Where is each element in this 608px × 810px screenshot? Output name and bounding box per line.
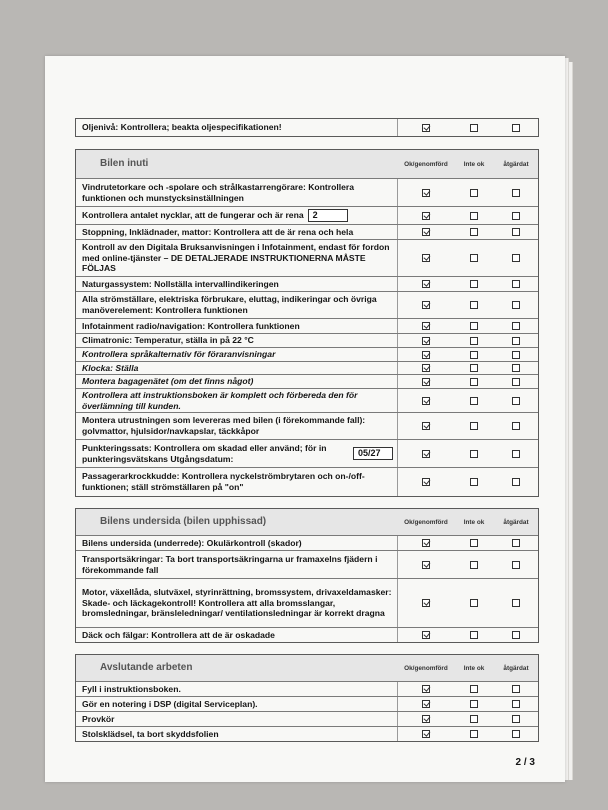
fixed-checkbox[interactable]	[494, 277, 538, 291]
checkbox-empty-icon	[470, 450, 478, 458]
fixed-checkbox[interactable]	[494, 207, 538, 224]
checkbox-empty-icon	[512, 730, 520, 738]
checkbox-empty-icon	[512, 212, 520, 220]
fixed-checkbox[interactable]	[494, 362, 538, 374]
checkbox-empty-icon	[470, 301, 478, 309]
section-title: Avslutande arbeten	[100, 661, 193, 673]
ok-checkbox[interactable]	[398, 712, 454, 726]
entry-field[interactable]: 05/27	[353, 447, 393, 460]
row-label: Naturgassystem: Nollställa intervallindikeringen	[82, 278, 279, 289]
row-label: Punkteringssats: Kontrollera om skadad eller använd; för in punkteringsvätskans Utgångsdatum:	[82, 442, 327, 464]
checkbox-empty-icon	[470, 364, 478, 372]
fixed-checkbox[interactable]	[494, 682, 538, 696]
checkbox-empty-icon	[470, 189, 478, 197]
row-label: Stoppning, Inklädnader, mattor: Kontrollera att de är rena och hela	[82, 226, 354, 237]
checkbox-checked-icon	[422, 351, 430, 359]
not-ok-checkbox[interactable]	[454, 389, 494, 412]
column-not-ok-header: Inte ok	[463, 664, 485, 672]
row-text	[76, 179, 398, 206]
checkbox-empty-icon	[512, 478, 520, 486]
checkbox-checked-icon	[422, 397, 430, 405]
table-row	[76, 276, 538, 291]
ok-checkbox[interactable]	[398, 119, 454, 136]
fixed-checkbox[interactable]	[494, 389, 538, 412]
not-ok-checkbox[interactable]	[454, 277, 494, 291]
fixed-checkbox[interactable]	[494, 536, 538, 550]
not-ok-checkbox[interactable]	[454, 468, 494, 496]
row-label: Vindrutetorkare och -spolare och strålkastarrengörare: Kontrollera funktionen och munstycksinställningen	[82, 181, 355, 203]
checkbox-empty-icon	[512, 378, 520, 386]
checkbox-empty-icon	[512, 337, 520, 345]
row-text	[76, 277, 398, 291]
fixed-checkbox[interactable]	[494, 413, 538, 439]
column-fixed-header: åtgärdat	[503, 518, 529, 526]
checkbox-empty-icon	[512, 539, 520, 547]
checkbox-empty-icon	[470, 422, 478, 430]
ok-checkbox[interactable]	[398, 319, 454, 333]
not-ok-checkbox[interactable]	[454, 334, 494, 347]
row-text	[76, 225, 398, 239]
table-row	[76, 578, 538, 627]
ok-checkbox[interactable]	[398, 375, 454, 388]
row-text	[76, 440, 398, 467]
checkbox-checked-icon	[422, 478, 430, 486]
section-title: Bilen inuti	[100, 157, 149, 169]
checkbox-empty-icon	[512, 254, 520, 262]
checkbox-empty-icon	[470, 685, 478, 693]
row-text	[76, 536, 398, 550]
not-ok-checkbox[interactable]	[454, 727, 494, 741]
checkbox-checked-icon	[422, 715, 430, 723]
table-row	[76, 291, 538, 318]
fixed-checkbox[interactable]	[494, 628, 538, 642]
checkbox-empty-icon	[512, 124, 520, 132]
checkbox-checked-icon	[422, 280, 430, 288]
table-row	[76, 627, 538, 642]
checkbox-empty-icon	[470, 254, 478, 262]
checkbox-checked-icon	[422, 539, 430, 547]
table-row	[76, 239, 538, 276]
ok-checkbox[interactable]	[398, 440, 454, 467]
checkbox-empty-icon	[470, 228, 478, 236]
fixed-checkbox[interactable]	[494, 579, 538, 627]
table-row	[76, 388, 538, 412]
ok-checkbox[interactable]	[398, 682, 454, 696]
row-text	[76, 712, 398, 726]
table-row	[76, 696, 538, 711]
row-text	[76, 207, 398, 224]
checkbox-empty-icon	[470, 322, 478, 330]
checkbox-empty-icon	[512, 561, 520, 569]
table-row	[76, 439, 538, 467]
row-text	[76, 697, 398, 711]
fixed-checkbox[interactable]	[494, 319, 538, 333]
checkbox-empty-icon	[470, 337, 478, 345]
fixed-checkbox[interactable]	[494, 551, 538, 578]
ok-checkbox[interactable]	[398, 179, 454, 206]
checkbox-checked-icon	[422, 700, 430, 708]
checkbox-empty-icon	[512, 228, 520, 236]
row-text	[76, 292, 398, 318]
row-label: Montera bagagenätet (om det finns något)	[82, 376, 254, 387]
ok-checkbox[interactable]	[398, 207, 454, 224]
ok-checkbox[interactable]	[398, 225, 454, 239]
row-text	[76, 468, 398, 496]
checkbox-empty-icon	[470, 539, 478, 547]
checkbox-empty-icon	[512, 685, 520, 693]
checkbox-empty-icon	[470, 730, 478, 738]
checkbox-empty-icon	[470, 212, 478, 220]
checkbox-empty-icon	[470, 631, 478, 639]
section-final-table	[75, 654, 539, 742]
table-row	[76, 467, 538, 496]
not-ok-checkbox[interactable]	[454, 179, 494, 206]
checkbox-empty-icon	[512, 397, 520, 405]
table-row	[76, 178, 538, 206]
checkbox-checked-icon	[422, 254, 430, 262]
fixed-checkbox[interactable]	[494, 179, 538, 206]
row-label: Climatronic: Temperatur, ställa in på 22 °C	[82, 335, 254, 346]
section-header	[76, 150, 538, 178]
not-ok-checkbox[interactable]	[454, 225, 494, 239]
checkbox-empty-icon	[470, 124, 478, 132]
not-ok-checkbox[interactable]	[454, 682, 494, 696]
ok-checkbox[interactable]	[398, 628, 454, 642]
row-label: Gör en notering i DSP (digital Serviceplan).	[82, 698, 258, 709]
checkbox-empty-icon	[470, 561, 478, 569]
checkbox-checked-icon	[422, 599, 430, 607]
column-not-ok-header: Inte ok	[463, 518, 485, 526]
column-fixed-header: åtgärdat	[503, 160, 529, 168]
row-text	[76, 628, 398, 642]
row-text	[76, 348, 398, 361]
column-not-ok-header: Inte ok	[463, 160, 485, 168]
row-text	[76, 240, 398, 276]
not-ok-checkbox[interactable]	[454, 207, 494, 224]
row-label: Bilens undersida (underrede): Okulärkontroll (skador)	[82, 537, 302, 548]
table-row	[76, 726, 538, 741]
row-label: Kontrollera språkalternativ för föraranvisningar	[82, 349, 276, 360]
fixed-checkbox[interactable]	[494, 240, 538, 276]
row-label: Däck och fälgar: Kontrollera att de är oskadade	[82, 629, 275, 640]
row-label: Transportsäkringar: Ta bort transportsäkringarna ur framaxelns fjädern i förekommande fall	[82, 553, 378, 575]
column-ok-header: Ok/genomförd	[404, 160, 448, 168]
row-label: Kontrollera antalet nycklar, att de fungerar och är rena	[82, 210, 304, 221]
checkbox-empty-icon	[512, 599, 520, 607]
not-ok-checkbox[interactable]	[454, 712, 494, 726]
checkbox-checked-icon	[422, 337, 430, 345]
not-ok-checkbox[interactable]	[454, 440, 494, 467]
table-row	[76, 361, 538, 374]
checkbox-empty-icon	[470, 478, 478, 486]
page-number: 2 / 3	[515, 757, 535, 768]
table-row	[76, 374, 538, 388]
checkbox-empty-icon	[512, 280, 520, 288]
row-label: Alla strömställare, elektriska förbrukare, eluttag, indikeringar och övriga manöverelement: Kontrollera funktionen	[82, 294, 377, 315]
table-row	[76, 535, 538, 550]
row-text	[76, 413, 398, 439]
ok-checkbox[interactable]	[398, 413, 454, 439]
checkbox-checked-icon	[422, 450, 430, 458]
not-ok-checkbox[interactable]	[454, 240, 494, 276]
row-label: Montera utrustningen som levereras med bilen (i förekommande fall): golvmattor, hjulsidor/navkapslar, täckkåpor	[82, 415, 366, 436]
row-text	[76, 362, 398, 374]
table-row	[76, 119, 538, 136]
checkbox-empty-icon	[512, 322, 520, 330]
row-text	[76, 319, 398, 333]
not-ok-checkbox[interactable]	[454, 551, 494, 578]
column-fixed-header: åtgärdat	[503, 664, 529, 672]
fixed-checkbox[interactable]	[494, 119, 538, 136]
checkbox-checked-icon	[422, 378, 430, 386]
checkbox-empty-icon	[512, 364, 520, 372]
not-ok-checkbox[interactable]	[454, 628, 494, 642]
table-row	[76, 711, 538, 726]
not-ok-checkbox[interactable]	[454, 413, 494, 439]
checkbox-empty-icon	[512, 715, 520, 723]
checkbox-empty-icon	[512, 422, 520, 430]
row-text	[76, 375, 398, 388]
ok-checkbox[interactable]	[398, 536, 454, 550]
checkbox-empty-icon	[512, 450, 520, 458]
not-ok-checkbox[interactable]	[454, 536, 494, 550]
checkbox-checked-icon	[422, 730, 430, 738]
table-row	[76, 206, 538, 224]
row-label: Provkör	[82, 713, 115, 724]
ok-checkbox[interactable]	[398, 468, 454, 496]
ok-checkbox[interactable]	[398, 362, 454, 374]
checkbox-empty-icon	[512, 189, 520, 197]
fixed-checkbox[interactable]	[494, 697, 538, 711]
row-text	[76, 389, 398, 412]
not-ok-checkbox[interactable]	[454, 119, 494, 136]
fixed-checkbox[interactable]	[494, 727, 538, 741]
not-ok-checkbox[interactable]	[454, 319, 494, 333]
checkbox-checked-icon	[422, 422, 430, 430]
checkbox-empty-icon	[470, 351, 478, 359]
row-label: Kontrollera att instruktionsboken är komplett och förbereda den för överlämning till kunden.	[82, 389, 358, 411]
checkbox-checked-icon	[422, 322, 430, 330]
table-row	[76, 224, 538, 239]
fixed-checkbox[interactable]	[494, 440, 538, 467]
row-text	[76, 727, 398, 741]
row-label: Passagerarkrockkudde: Kontrollera nyckelströmbrytaren och on-/off-funktionen; ställ strömställaren på "on"	[82, 471, 365, 492]
fixed-checkbox[interactable]	[494, 348, 538, 361]
ok-checkbox[interactable]	[398, 389, 454, 412]
section-underside-table	[75, 508, 539, 643]
ok-checkbox[interactable]	[398, 240, 454, 276]
checkbox-empty-icon	[512, 700, 520, 708]
checkbox-checked-icon	[422, 189, 430, 197]
table-row	[76, 347, 538, 361]
fixed-checkbox[interactable]	[494, 468, 538, 496]
entry-field[interactable]: 2	[308, 209, 348, 222]
table-row	[76, 681, 538, 696]
fixed-checkbox[interactable]	[494, 375, 538, 388]
ok-checkbox[interactable]	[398, 292, 454, 318]
section-header	[76, 655, 538, 681]
row-text: Oljenivå: Kontrollera; beakta oljespecifikationen!	[76, 119, 398, 136]
fixed-checkbox[interactable]	[494, 292, 538, 318]
ok-checkbox[interactable]	[398, 697, 454, 711]
checkbox-checked-icon	[422, 228, 430, 236]
checkbox-empty-icon	[470, 700, 478, 708]
checkbox-empty-icon	[512, 351, 520, 359]
fixed-checkbox[interactable]	[494, 225, 538, 239]
ok-checkbox[interactable]	[398, 348, 454, 361]
column-ok-header: Ok/genomförd	[404, 518, 448, 526]
section-title: Bilens undersida (bilen upphissad)	[100, 515, 267, 527]
not-ok-checkbox[interactable]	[454, 375, 494, 388]
row-label: Infotainment radio/navigation: Kontrollera funktionen	[82, 320, 300, 331]
ok-checkbox[interactable]	[398, 727, 454, 741]
row-text	[76, 579, 398, 627]
row-label: Klocka: Ställa	[82, 362, 139, 373]
row-text	[76, 551, 398, 578]
checkbox-empty-icon	[470, 715, 478, 723]
checkbox-empty-icon	[512, 301, 520, 309]
row-label: Fyll i instruktionsboken.	[82, 683, 181, 694]
not-ok-checkbox[interactable]	[454, 348, 494, 361]
not-ok-checkbox[interactable]	[454, 362, 494, 374]
checkbox-empty-icon	[470, 599, 478, 607]
checkbox-checked-icon	[422, 364, 430, 372]
checklist-page	[45, 56, 565, 782]
ok-checkbox[interactable]	[398, 277, 454, 291]
row-label: Stolsklädsel, ta bort skyddsfolien	[82, 728, 219, 739]
row-label: Kontroll av den Digitala Bruksanvisningen i Infotainment, endast för fordon med online-tjänster – DE DETALJERADE INSTRUKTIONERNA MÅSTE FÖLJAS	[82, 242, 390, 274]
row-label: Motor, växellåda, slutväxel, styrinrättning, bromssystem, drivaxeldamasker: Skade- och läckagekontroll! Kontrollera att alla bromsslangar, bromsledningar, bränsleledningar/ ventilationsledningar är korrekt dragna	[82, 587, 392, 619]
fixed-checkbox[interactable]	[494, 334, 538, 347]
checkbox-checked-icon	[422, 124, 430, 132]
checkbox-checked-icon	[422, 212, 430, 220]
checkbox-checked-icon	[422, 561, 430, 569]
row-text	[76, 334, 398, 347]
checkbox-empty-icon	[470, 397, 478, 405]
oil-level-table	[75, 118, 539, 137]
not-ok-checkbox[interactable]	[454, 697, 494, 711]
checkbox-checked-icon	[422, 685, 430, 693]
fixed-checkbox[interactable]	[494, 712, 538, 726]
checkbox-checked-icon	[422, 301, 430, 309]
section-interior-table	[75, 149, 539, 497]
column-ok-header: Ok/genomförd	[404, 664, 448, 672]
section-header	[76, 509, 538, 535]
table-row	[76, 333, 538, 347]
not-ok-checkbox[interactable]	[454, 292, 494, 318]
ok-checkbox[interactable]	[398, 551, 454, 578]
ok-checkbox[interactable]	[398, 334, 454, 347]
checkbox-empty-icon	[470, 378, 478, 386]
row-text	[76, 682, 398, 696]
checkbox-empty-icon	[512, 631, 520, 639]
table-row	[76, 550, 538, 578]
table-row	[76, 318, 538, 333]
checkbox-empty-icon	[470, 280, 478, 288]
ok-checkbox[interactable]	[398, 579, 454, 627]
table-row	[76, 412, 538, 439]
checkbox-checked-icon	[422, 631, 430, 639]
not-ok-checkbox[interactable]	[454, 579, 494, 627]
